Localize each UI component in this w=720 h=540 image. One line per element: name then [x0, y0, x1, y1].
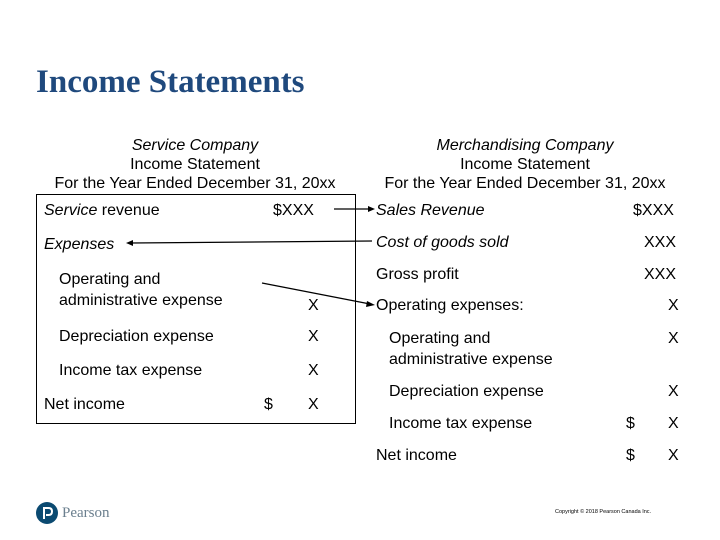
right-depreciation-value: X: [668, 383, 679, 400]
arrow-operating: [262, 283, 370, 304]
left-income-tax-label: Income tax expense: [59, 362, 203, 379]
right-cogs-value: XXX: [644, 234, 677, 251]
copyright-notice: Copyright © 2018 Pearson Canada Inc.: [555, 509, 652, 515]
right-sales-value: $XXX: [633, 202, 674, 219]
right-opadmin-label: Operating and administrative expense: [389, 330, 553, 368]
left-depreciation-value: X: [308, 328, 319, 345]
right-statement-title: Income Statement: [460, 156, 590, 173]
left-company-name: Service Company: [131, 137, 259, 154]
left-net-income-currency: $: [264, 396, 273, 413]
right-income-tax-label: Income tax expense: [389, 415, 533, 432]
right-company-name: Merchandising Company: [436, 137, 614, 154]
right-income-tax-value: X: [668, 415, 679, 432]
right-cogs-label: Cost of goods sold: [376, 234, 509, 251]
arrow-expenses-head: [126, 240, 133, 246]
slide-title: Income Statements: [36, 64, 305, 100]
pearson-logo-text: Pearson: [62, 504, 110, 521]
pearson-logo-icon: [36, 502, 58, 524]
right-opex-label: Operating expenses:: [376, 297, 524, 314]
left-revenue-value: $XXX: [273, 202, 314, 219]
arrow-operating-head: [366, 301, 375, 307]
left-statement-title: Income Statement: [130, 156, 260, 173]
right-depreciation-label: Depreciation expense: [389, 383, 544, 400]
left-opadmin-value: X: [308, 297, 319, 314]
left-net-income-value: X: [308, 396, 319, 413]
right-opadmin-value: X: [668, 330, 679, 347]
arrow-revenue-head: [368, 206, 375, 212]
right-opex-value: X: [668, 297, 679, 314]
right-period: For the Year Ended December 31, 20xx: [384, 175, 666, 192]
left-net-income-label: Net income: [44, 396, 125, 413]
left-depreciation-label: Depreciation expense: [59, 328, 214, 345]
right-net-income-currency: $: [626, 447, 635, 464]
right-income-tax-currency: $: [626, 415, 635, 432]
right-net-income-label: Net income: [376, 447, 457, 464]
left-revenue-label: Service revenue: [44, 202, 160, 219]
left-opadmin-label: Operating and administrative expense: [59, 271, 223, 309]
right-sales-label: Sales Revenue: [376, 202, 485, 219]
right-net-income-value: X: [668, 447, 679, 464]
right-gross-profit-label: Gross profit: [376, 266, 459, 283]
pearson-logo: [36, 502, 110, 524]
left-expenses-label: Expenses: [44, 236, 115, 253]
right-gross-profit-value: XXX: [644, 266, 677, 283]
left-period: For the Year Ended December 31, 20xx: [54, 175, 336, 192]
arrow-expenses: [131, 241, 372, 243]
left-income-tax-value: X: [308, 362, 319, 379]
